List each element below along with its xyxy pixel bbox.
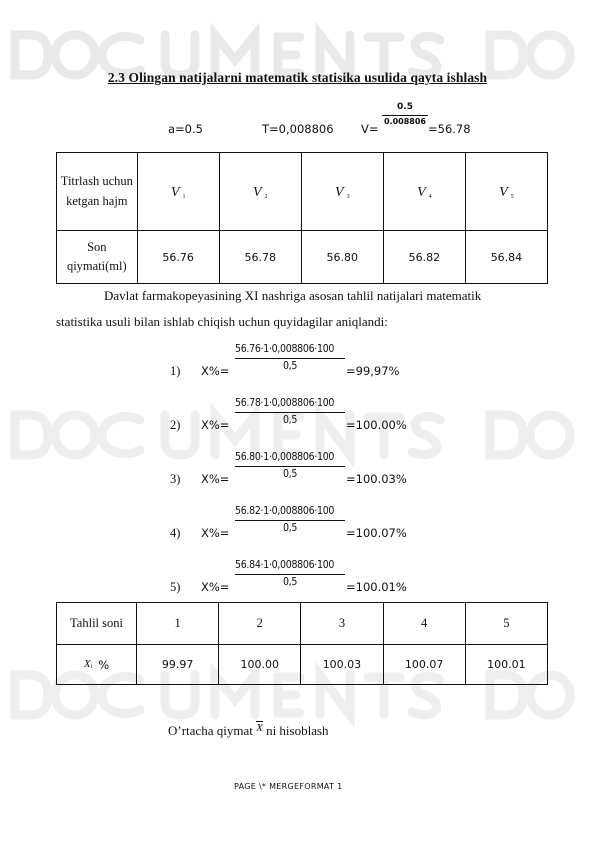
formula-prefix: X%= bbox=[201, 472, 230, 486]
result-column-header: 2 bbox=[219, 603, 301, 645]
formula-numerator: 56.78·1·0,008806·100 bbox=[235, 397, 335, 409]
result-header-label: Tahlil soni bbox=[57, 603, 137, 645]
formula-prefix: X%= bbox=[201, 418, 230, 432]
volume-header-label: Titrlash uchun ketgan hajm bbox=[57, 153, 138, 231]
result-column-header: 5 bbox=[465, 603, 547, 645]
formula-denominator: 0,5 bbox=[282, 360, 298, 372]
param-t: T=0,008806 bbox=[262, 122, 334, 136]
volume-value: 56.84 bbox=[465, 231, 547, 284]
formula-fraction-bar bbox=[235, 466, 345, 467]
volume-value: 56.82 bbox=[383, 231, 465, 284]
formula-denominator: 0,5 bbox=[282, 468, 298, 480]
result-table bbox=[56, 602, 548, 685]
formula-index: 1) bbox=[170, 364, 181, 378]
v4-symbol: V 4 bbox=[383, 153, 465, 231]
formula-numerator: 56.82·1·0,008806·100 bbox=[235, 505, 335, 517]
formula-result: =100.07% bbox=[346, 526, 407, 540]
mean-line-before: O’rtacha qiymat bbox=[168, 723, 253, 738]
formula-denominator: 0,5 bbox=[282, 522, 298, 534]
formula-index: 2) bbox=[170, 418, 181, 432]
formula-result: =100.00% bbox=[346, 418, 407, 432]
volume-table bbox=[56, 152, 548, 284]
volume-value: 56.76 bbox=[137, 231, 219, 284]
v5-symbol: V 5 bbox=[465, 153, 547, 231]
result-value: 100.07 bbox=[383, 645, 465, 685]
formula-result: =100.01% bbox=[346, 580, 407, 594]
formula-prefix: X%= bbox=[201, 580, 230, 594]
param-v-fraction-bar bbox=[382, 115, 428, 116]
paragraph-line-2: statistika usuli bilan ishlab chiqish uchun quyidagilar aniqlandi: bbox=[56, 314, 388, 329]
formula-index: 5) bbox=[170, 580, 181, 594]
param-v-label: V= bbox=[361, 122, 379, 136]
v3-symbol: V 3 bbox=[301, 153, 383, 231]
param-v-denominator: 0.008806 bbox=[383, 117, 426, 126]
formula-fraction-bar bbox=[235, 412, 345, 413]
mean-line bbox=[168, 722, 329, 739]
result-column-header: 4 bbox=[383, 603, 465, 645]
result-value: 100.03 bbox=[301, 645, 383, 685]
volume-value: 56.78 bbox=[219, 231, 301, 284]
formula-index: 4) bbox=[170, 526, 181, 540]
formula-numerator: 56.80·1·0,008806·100 bbox=[235, 451, 335, 463]
mean-symbol: X bbox=[256, 722, 263, 734]
formula-prefix: X%= bbox=[201, 526, 230, 540]
formula-result: =100.03% bbox=[346, 472, 407, 486]
v1-symbol: V 1 bbox=[137, 153, 219, 231]
result-value: 99.97 bbox=[137, 645, 219, 685]
formula-prefix: X%= bbox=[201, 364, 230, 378]
result-column-header: 3 bbox=[301, 603, 383, 645]
volume-row-label: Son qiymati(ml) bbox=[57, 231, 138, 284]
formula-denominator: 0,5 bbox=[282, 576, 298, 588]
page-footer: PAGE \* MERGEFORMAT 1 bbox=[234, 782, 343, 791]
formula-fraction-bar bbox=[235, 520, 345, 521]
param-v-result: =56.78 bbox=[428, 122, 471, 136]
v2-symbol: V 2 bbox=[219, 153, 301, 231]
paragraph-line-1: Davlat farmakopeyasining XI nashriga asosan tahlil natijalari matematik bbox=[104, 288, 482, 303]
param-v-numerator: 0.5 bbox=[397, 102, 413, 112]
result-value: 100.00 bbox=[219, 645, 301, 685]
formula-fraction-bar bbox=[235, 358, 345, 359]
formula-result: =99,97% bbox=[346, 364, 400, 378]
formula-numerator: 56.76·1·0,008806·100 bbox=[235, 343, 335, 355]
formula-fraction-bar bbox=[235, 574, 345, 575]
param-a: a=0.5 bbox=[168, 122, 203, 136]
section-title: 2.3 Olingan natijalarni matematik statisika usulida qayta ishlash bbox=[107, 70, 488, 85]
mean-line-after: ni hisoblash bbox=[266, 723, 329, 738]
result-row-label: Xi % bbox=[57, 645, 137, 685]
formula-numerator: 56.84·1·0,008806·100 bbox=[235, 559, 335, 571]
volume-value: 56.80 bbox=[301, 231, 383, 284]
result-column-header: 1 bbox=[137, 603, 219, 645]
formula-index: 3) bbox=[170, 472, 181, 486]
result-value: 100.01 bbox=[465, 645, 547, 685]
formula-denominator: 0,5 bbox=[282, 414, 298, 426]
